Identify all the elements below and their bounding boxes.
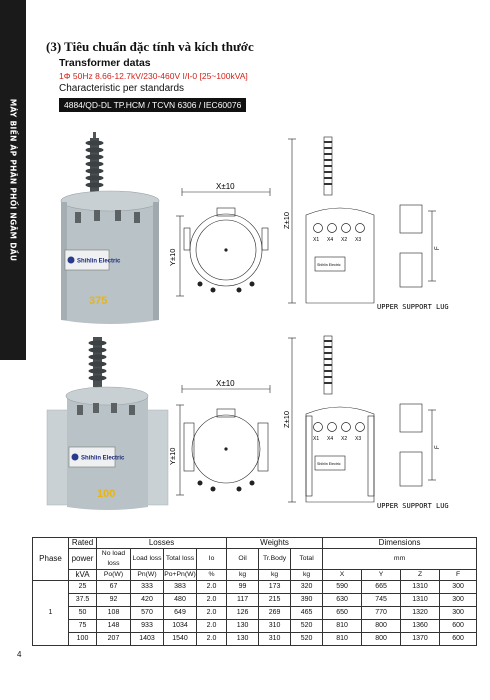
cell-x: 590 bbox=[323, 581, 362, 594]
unit-y: Y bbox=[362, 570, 401, 581]
cell-total-loss: 1034 bbox=[164, 620, 197, 633]
cell-weight: 520 bbox=[291, 633, 323, 646]
terminal-label: X3 bbox=[355, 237, 362, 243]
cell-total-loss: 649 bbox=[164, 607, 197, 620]
transformer-photo-1 bbox=[55, 130, 165, 330]
cell-pn: 1403 bbox=[131, 633, 164, 646]
losses-header: Losses bbox=[97, 538, 227, 549]
nameplate-label: Shihlin Electric bbox=[317, 263, 341, 267]
specification-table bbox=[32, 537, 477, 646]
page-title: (3) Tiêu chuẩn đặc tính và kích thước bbox=[46, 39, 254, 54]
brand-label: Shihlin Electric bbox=[81, 455, 125, 462]
cell-po: 148 bbox=[97, 620, 131, 633]
side-tab-label: MÁY BIẾN ÁP PHÂN PHỐI NGÂM DẦU bbox=[8, 98, 18, 262]
brand-label: Shihlin Electric bbox=[77, 258, 121, 265]
cell-f: 300 bbox=[440, 581, 477, 594]
cell-oil: 126 bbox=[227, 607, 259, 620]
rating-label: 100 bbox=[97, 488, 116, 500]
terminal-label: X1 bbox=[313, 436, 320, 442]
side-tab bbox=[0, 0, 26, 360]
cell-y: 745 bbox=[362, 594, 401, 607]
cell-total-loss: 1540 bbox=[164, 633, 197, 646]
characteristic-line: Characteristic per standards bbox=[59, 83, 185, 94]
page-number: 4 bbox=[17, 650, 22, 659]
table-row bbox=[33, 620, 477, 633]
dimensions-header: Dimensions bbox=[323, 538, 477, 549]
cell-y: 770 bbox=[362, 607, 401, 620]
page-subtitle: Transformer datas bbox=[59, 57, 151, 69]
f-dimension: F bbox=[435, 246, 441, 250]
oil-header: Oil bbox=[227, 549, 259, 570]
phase-value: 1 bbox=[33, 581, 69, 646]
spec-line: 1Φ 50Hz 8.66-12.7kV/230-460V I/I-0 [25~100kVA] bbox=[59, 71, 248, 81]
power-header: power bbox=[69, 549, 97, 570]
unit-z: Z bbox=[401, 570, 440, 581]
lug-label: UPPER SUPPORT LUG bbox=[377, 303, 449, 311]
no-load-loss-header: No load loss bbox=[97, 549, 131, 570]
unit-popn: Po+Pn(W) bbox=[164, 570, 197, 581]
cell-z: 1310 bbox=[401, 594, 440, 607]
cell-f: 300 bbox=[440, 594, 477, 607]
terminal-label: X3 bbox=[355, 436, 362, 442]
rated-header: Rated bbox=[69, 538, 97, 549]
mm-header: mm bbox=[323, 549, 477, 570]
cell-io: 2.0 bbox=[197, 633, 227, 646]
io-header: Io bbox=[197, 549, 227, 570]
cell-io: 2.0 bbox=[197, 607, 227, 620]
unit-pct: % bbox=[197, 570, 227, 581]
cell-x: 650 bbox=[323, 607, 362, 620]
cell-oil: 130 bbox=[227, 620, 259, 633]
insulator-bushing bbox=[89, 337, 107, 387]
cell-x: 810 bbox=[323, 620, 362, 633]
top-view-drawing-2 bbox=[170, 375, 280, 510]
cell-f: 600 bbox=[440, 633, 477, 646]
cell-po: 67 bbox=[97, 581, 131, 594]
cell-z: 1360 bbox=[401, 620, 440, 633]
cell-io: 2.0 bbox=[197, 620, 227, 633]
y-dimension: Y±10 bbox=[168, 248, 177, 266]
side-view-drawing-2 bbox=[282, 332, 477, 512]
insulator-bushing bbox=[86, 138, 104, 193]
terminal-label: X4 bbox=[327, 436, 334, 442]
cell-pn: 333 bbox=[131, 581, 164, 594]
table-row bbox=[33, 607, 477, 620]
total-weight-header: Total bbox=[291, 549, 323, 570]
cell-kva: 25 bbox=[69, 581, 97, 594]
cell-pn: 933 bbox=[131, 620, 164, 633]
y-dimension: Y±10 bbox=[168, 447, 177, 465]
unit-kg: kg bbox=[227, 570, 259, 581]
terminal-label: X4 bbox=[327, 237, 334, 243]
side-view-drawing-1 bbox=[282, 133, 477, 313]
transformer-photo-2 bbox=[45, 335, 170, 515]
cell-oil: 117 bbox=[227, 594, 259, 607]
cell-x: 810 bbox=[323, 633, 362, 646]
x-dimension: X±10 bbox=[216, 379, 235, 388]
cell-y: 800 bbox=[362, 633, 401, 646]
f-dimension: F bbox=[435, 445, 441, 449]
cell-kva: 37.5 bbox=[69, 594, 97, 607]
cell-body: 310 bbox=[259, 620, 291, 633]
terminal-label: X1 bbox=[313, 237, 320, 243]
unit-pn: Pn(W) bbox=[131, 570, 164, 581]
cell-io: 2.0 bbox=[197, 581, 227, 594]
x-dimension: X±10 bbox=[216, 182, 235, 191]
nameplate-label: Shihlin Electric bbox=[317, 462, 341, 466]
table-row bbox=[33, 581, 477, 594]
cell-y: 800 bbox=[362, 620, 401, 633]
total-loss-header: Total loss bbox=[164, 549, 197, 570]
page-header bbox=[46, 39, 466, 113]
cell-po: 108 bbox=[97, 607, 131, 620]
cell-x: 630 bbox=[323, 594, 362, 607]
top-view-drawing-1 bbox=[170, 178, 280, 308]
cell-total-loss: 480 bbox=[164, 594, 197, 607]
unit-po: Po(W) bbox=[97, 570, 131, 581]
unit-x: X bbox=[323, 570, 362, 581]
cell-body: 173 bbox=[259, 581, 291, 594]
radiator-left bbox=[47, 410, 69, 505]
cell-io: 2.0 bbox=[197, 594, 227, 607]
cell-f: 300 bbox=[440, 607, 477, 620]
cell-kva: 50 bbox=[69, 607, 97, 620]
cell-body: 310 bbox=[259, 633, 291, 646]
cell-weight: 390 bbox=[291, 594, 323, 607]
phase-header: Phase bbox=[33, 538, 69, 581]
cell-weight: 465 bbox=[291, 607, 323, 620]
cell-z: 1320 bbox=[401, 607, 440, 620]
table-row bbox=[33, 594, 477, 607]
cell-weight: 520 bbox=[291, 620, 323, 633]
cell-f: 600 bbox=[440, 620, 477, 633]
z-dimension: Z±10 bbox=[282, 410, 291, 428]
unit-kg: kg bbox=[291, 570, 323, 581]
cell-y: 665 bbox=[362, 581, 401, 594]
cell-total-loss: 383 bbox=[164, 581, 197, 594]
trbody-header: Tr.Body bbox=[259, 549, 291, 570]
cell-po: 207 bbox=[97, 633, 131, 646]
lug-label: UPPER SUPPORT LUG bbox=[377, 502, 449, 510]
cell-pn: 420 bbox=[131, 594, 164, 607]
cell-oil: 130 bbox=[227, 633, 259, 646]
cell-body: 269 bbox=[259, 607, 291, 620]
terminal-label: X2 bbox=[341, 436, 348, 442]
unit-kg: kg bbox=[259, 570, 291, 581]
terminal-label: X2 bbox=[341, 237, 348, 243]
z-dimension: Z±10 bbox=[282, 211, 291, 229]
kva-header: kVA bbox=[69, 570, 97, 581]
radiator-right bbox=[146, 410, 168, 505]
cell-po: 92 bbox=[97, 594, 131, 607]
cell-kva: 75 bbox=[69, 620, 97, 633]
cell-z: 1370 bbox=[401, 633, 440, 646]
weights-header: Weights bbox=[227, 538, 323, 549]
cell-z: 1310 bbox=[401, 581, 440, 594]
unit-f: F bbox=[440, 570, 477, 581]
standards-badge: 4884/QD-DL TP.HCM / TCVN 6306 / IEC60076 bbox=[59, 98, 246, 112]
cell-kva: 100 bbox=[69, 633, 97, 646]
rating-label: 375 bbox=[89, 295, 108, 307]
cell-oil: 99 bbox=[227, 581, 259, 594]
load-loss-header: Load loss bbox=[131, 549, 164, 570]
cell-body: 215 bbox=[259, 594, 291, 607]
table-row bbox=[33, 633, 477, 646]
cell-weight: 320 bbox=[291, 581, 323, 594]
cell-pn: 570 bbox=[131, 607, 164, 620]
